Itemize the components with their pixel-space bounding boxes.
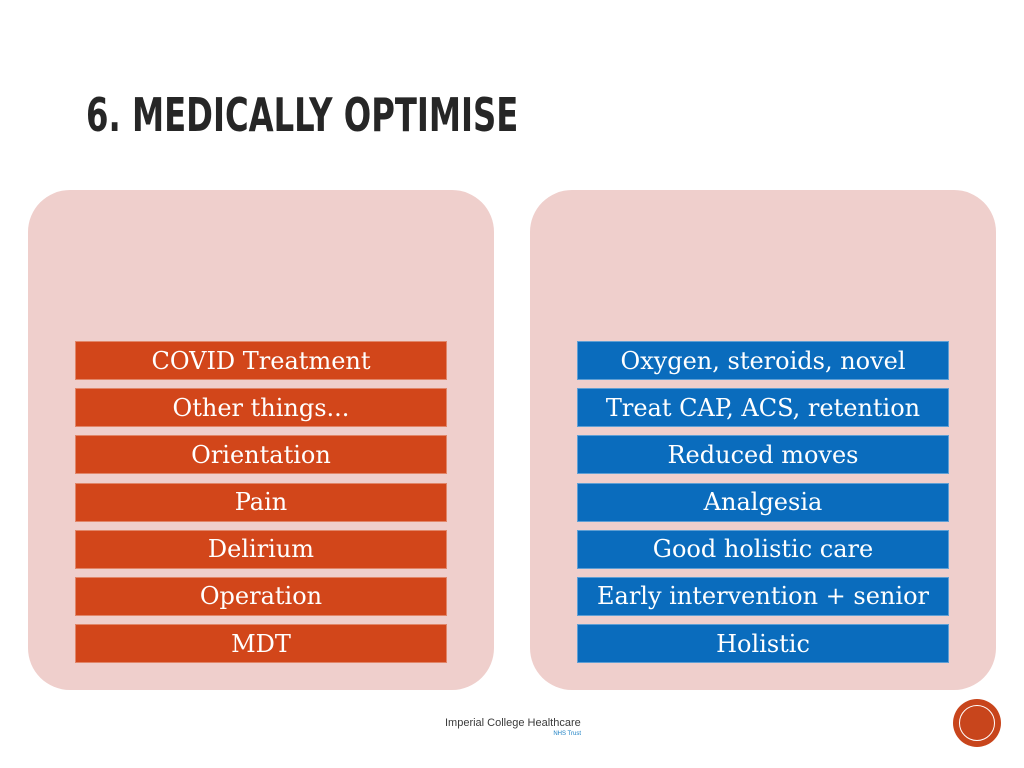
right-item-holistic: Holistic — [577, 624, 949, 663]
left-column-list — [75, 341, 447, 671]
left-item-other-things: Other things... — [75, 388, 447, 427]
footer-organisation: Imperial College Healthcare — [445, 717, 581, 729]
left-item-orientation: Orientation — [75, 435, 447, 474]
footer-logo — [445, 717, 581, 737]
left-item-covid-treatment: COVID Treatment — [75, 341, 447, 380]
right-item-holistic-care: Good holistic care — [577, 530, 949, 569]
right-item-oxygen-steroids: Oxygen, steroids, novel — [577, 341, 949, 380]
right-item-early-intervention: Early intervention + senior — [577, 577, 949, 616]
slide-number-badge-icon — [955, 701, 999, 745]
left-item-operation: Operation — [75, 577, 447, 616]
left-item-delirium: Delirium — [75, 530, 447, 569]
left-item-pain: Pain — [75, 483, 447, 522]
footer-trust: NHS Trust — [553, 731, 581, 737]
right-item-treat-cap: Treat CAP, ACS, retention — [577, 388, 949, 427]
left-item-mdt: MDT — [75, 624, 447, 663]
right-column-list — [577, 341, 949, 671]
right-item-analgesia: Analgesia — [577, 483, 949, 522]
right-item-reduced-moves: Reduced moves — [577, 435, 949, 474]
slide-title: 6. MEDICALLY OPTIMISE — [86, 88, 519, 142]
